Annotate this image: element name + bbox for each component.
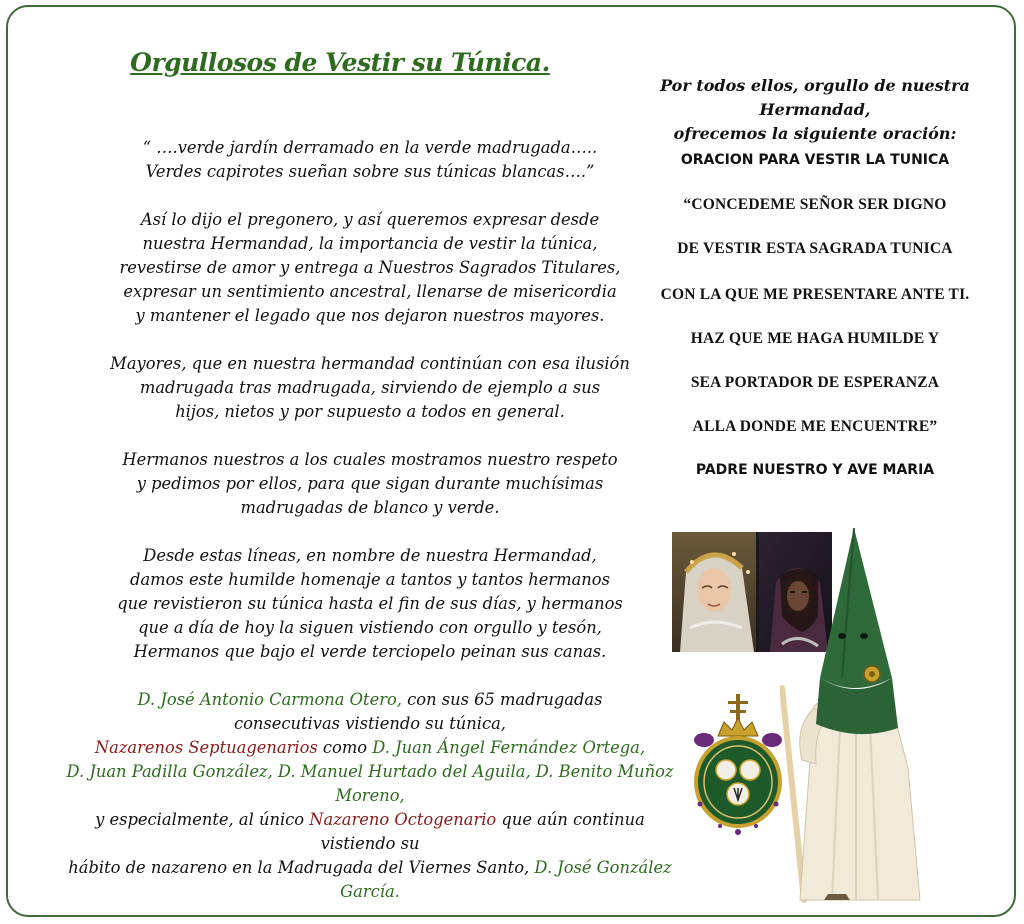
- text-line: Desde estas líneas, en nombre de nuestra Hermandad,: [143, 546, 597, 565]
- paragraph-2: [60, 352, 680, 424]
- prayer-line: HAZ QUE ME HAGA HUMILDE Y: [690, 330, 940, 347]
- honoree-name: D. José Antonio Carmona Otero,: [137, 690, 402, 709]
- text-line: damos este humilde homenaje a tantos y tantos hermanos: [130, 570, 610, 589]
- text-fragment: hábito de nazareno en la Madrugada del Viernes Santo,: [68, 858, 535, 877]
- text-fragment: y especialmente, al único: [95, 810, 310, 829]
- page-title: Orgullosos de Vestir su Túnica.: [130, 48, 550, 77]
- prayer-closing: PADRE NUESTRO Y AVE MARIA: [695, 462, 935, 478]
- text-line: Mayores, que en nuestra hermandad continúan con esa ilusión: [110, 354, 630, 373]
- opening-quote: [60, 136, 680, 184]
- intro-line: Por todos ellos, orgullo de nuestra Hermandad,: [660, 76, 970, 119]
- prayer-title: ORACION PARA VESTIR LA TUNICA: [680, 152, 950, 168]
- prayer-line: “CONCEDEME SEÑOR SER DIGNO: [683, 196, 947, 213]
- intro-line: ofrecemos la siguiente oración:: [673, 124, 957, 143]
- nazareno-figure: [780, 528, 930, 908]
- prayer-intro: [610, 74, 1020, 146]
- text-fragment: como: [317, 738, 373, 757]
- quote-line: “ ….verde jardín derramado en la verde madrugada…..: [142, 138, 598, 157]
- text-line: revestirse de amor y entrega a Nuestros Sagrados Titulares,: [119, 258, 621, 277]
- left-column: [60, 136, 680, 904]
- paragraph-1: [60, 208, 680, 328]
- text-fragment: consecutivas vistiendo su túnica,: [234, 714, 506, 733]
- category-label: Nazareno Octogenario: [309, 810, 497, 829]
- paragraph-4: [60, 544, 680, 664]
- text-line: madrugadas de blanco y verde.: [240, 498, 500, 517]
- text-line: madrugada tras madrugada, sirviendo de ejemplo a sus: [139, 378, 601, 397]
- text-line: Así lo dijo el pregonero, y así queremos expresar desde: [140, 210, 600, 229]
- tribute-paragraph: [60, 688, 680, 904]
- text-line: Hermanos que bajo el verde terciopelo peinan sus canas.: [133, 642, 607, 661]
- text-fragment: que aún continua vistiendo su: [320, 810, 645, 853]
- text-line: expresar un sentimiento ancestral, llenarse de misericordia: [123, 282, 617, 301]
- text-line: y mantener el legado que nos dejaron nuestros mayores.: [135, 306, 605, 325]
- quote-line: Verdes capirotes sueñan sobre sus túnicas blancas….”: [145, 162, 595, 181]
- text-line: que a día de hoy la siguen vistiendo con orgullo y tesón,: [138, 618, 602, 637]
- text-fragment: con sus 65 madrugadas: [401, 690, 603, 709]
- text-line: hijos, nietos y por supuesto a todos en general.: [175, 402, 565, 421]
- text-line: que revistieron su túnica hasta el fin de sus días, y hermanos: [117, 594, 623, 613]
- prayer-line: DE VESTIR ESTA SAGRADA TUNICA: [677, 240, 953, 257]
- prayer-line: SEA PORTADOR DE ESPERANZA: [690, 374, 940, 391]
- text-line: Hermanos nuestros a los cuales mostramos nuestro respeto: [122, 450, 618, 469]
- text-line: nuestra Hermandad, la importancia de vestir la túnica,: [142, 234, 598, 253]
- category-label: Nazarenos Septuagenarios: [94, 738, 318, 757]
- honoree-names: D. Juan Padilla González, D. Manuel Hurtado del Aguila, D. Benito Muñoz Moreno,: [66, 762, 674, 805]
- prayer-line: ALLA DONDE ME ENCUENTRE”: [692, 418, 938, 435]
- text-line: y pedimos por ellos, para que sigan durante muchísimas: [136, 474, 604, 493]
- brotherhood-crest: [690, 692, 786, 842]
- prayer-line: CON LA QUE ME PRESENTARE ANTE TI.: [660, 286, 970, 303]
- paragraph-3: [60, 448, 680, 520]
- honoree-name: D. José González García.: [340, 858, 672, 901]
- honoree-name: D. Juan Ángel Fernández Ortega,: [372, 738, 646, 757]
